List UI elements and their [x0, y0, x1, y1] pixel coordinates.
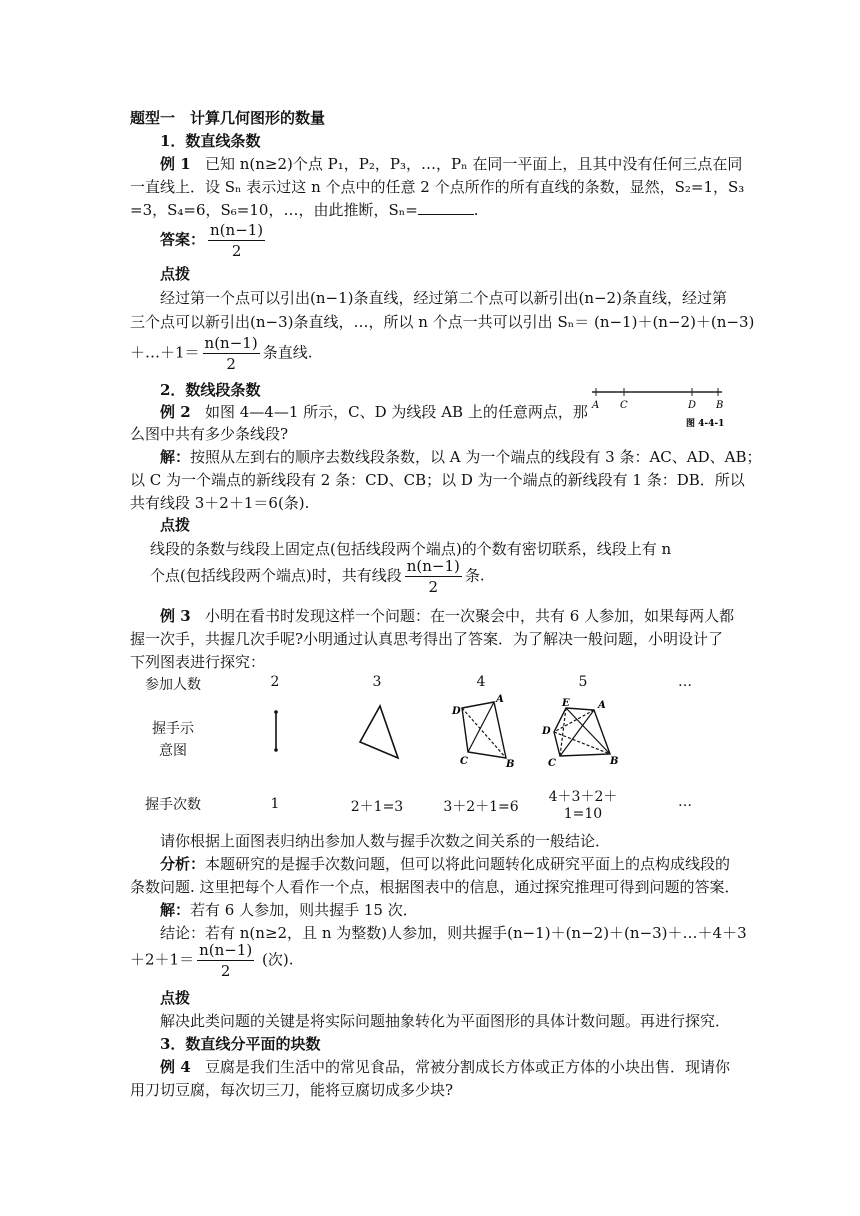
example-3-text-2: 握一次手，共握几次手呢?小明通过认真思考得出了答案．为了解决一般问题，小明设计了 — [130, 630, 724, 648]
example-2-label: 例 2 — [160, 403, 191, 421]
example-3-label: 例 3 — [160, 607, 191, 625]
solution-2-text-1: 按照从左到右的顺序去数线段条数，以 A 为一个端点的线段有 3 条：AC、AD、AB； — [190, 448, 762, 466]
heading-segments: 2．数线段条数 — [160, 381, 261, 399]
tip-1-text-3: ＋…＋1＝ — [130, 343, 200, 362]
tip-2-line-2 — [150, 556, 750, 597]
example-3-text-1: 小明在看书时发现这样一个问题：在一次聚会中，共有 6 人参加，如果每两人都 — [204, 607, 735, 625]
fraction-numerator: n(n−1) — [406, 557, 460, 575]
example-4-label: 例 4 — [160, 1058, 191, 1076]
section-title: 题型一 计算几何图形的数量 — [130, 109, 326, 127]
people-5: 5 — [578, 674, 588, 690]
conclusion-text-1: 结论：若有 n(n≥2，且 n 为整数)人参加，则共握手(n−1)＋(n−2)＋(n−3)＋…＋4＋3 — [160, 924, 747, 942]
tip-2-text-1: 线段的条数与线段上固定点(包括线段两个端点)的个数有密切联系，线段上有 n — [150, 540, 672, 558]
example-3-question: 请你根据上面图表归纳出参加人数与握手次数之间关系的一般结论． — [160, 832, 611, 850]
label-a: A — [496, 694, 504, 705]
fraction-numerator: n(n−1) — [210, 221, 264, 239]
example-2-text-1: 如图 4—4—1 所示，C、D 为线段 AB 上的任意两点，那 — [204, 403, 588, 421]
analysis-label: 分析： — [160, 855, 206, 873]
figure-caption: 图 4-4-1 — [686, 419, 725, 429]
vertex — [274, 710, 278, 714]
conclusion-line-2 — [130, 940, 730, 981]
solution-2-line-1 — [160, 446, 760, 468]
example-2-text-2: 么图中共有多少条线段? — [130, 425, 289, 443]
label-b: B — [610, 756, 619, 767]
example-1-text-2: 一直线上．设 Sₙ 表示过这 n 个点中的任意 2 个点所作的所有直线的条数，显然，S₂=1，S₃ — [130, 178, 745, 196]
answer-line — [160, 220, 760, 261]
fraction-numerator: n(n−1) — [204, 334, 258, 352]
tip-label: 点拨 — [160, 265, 191, 283]
count-5-line-2: 1=10 — [563, 806, 603, 822]
solution-3-text: 若有 6 人参加，则共握手 15 次． — [190, 901, 418, 919]
pentagon — [554, 708, 610, 756]
count-5-line-1: 4＋3＋2＋ — [548, 789, 618, 805]
fraction-numerator: n(n−1) — [199, 941, 253, 959]
row-label-people: 参加人数 — [145, 677, 201, 693]
handshake-diagram-4 — [450, 692, 520, 772]
solution-2-text-2: 以 C 为一个端点的新线段有 2 条：CD、CB；以 D 为一个端点的新线段有 1 条：DB．所以 — [130, 471, 745, 489]
conclusion-text-2: ＋2＋1＝ — [130, 950, 195, 969]
analysis-text-2: 条数问题. 这里把每个人看作一个点，根据图表中的信息，通过探究推理可得到问题的答案． — [130, 878, 740, 896]
row-label-diagram-1: 握手示 — [152, 721, 194, 737]
tip-1-fraction — [203, 333, 260, 374]
people-more: … — [678, 674, 692, 690]
point-label-c: C — [620, 400, 628, 411]
example-1-label: 例 1 — [160, 155, 191, 173]
people-3: 3 — [372, 674, 382, 690]
solution-3-line — [160, 899, 760, 921]
handshake-diagram-3 — [352, 700, 412, 766]
point-label-d: D — [688, 400, 697, 411]
example-4-line-1 — [160, 1056, 760, 1078]
label-b: B — [506, 759, 515, 770]
vertex — [274, 748, 278, 752]
tip-1-line-3 — [130, 333, 730, 374]
segment-figure — [586, 384, 736, 430]
count-4: 3＋2＋1=6 — [443, 799, 519, 815]
count-2: 1 — [270, 796, 280, 812]
row-label-diagram-2: 意图 — [159, 743, 187, 759]
label-d: D — [452, 706, 461, 717]
analysis-line-1 — [160, 853, 760, 875]
label-a: A — [598, 700, 606, 711]
count-more: … — [678, 794, 692, 810]
example-2-line-1 — [160, 401, 588, 423]
people-4: 4 — [476, 674, 486, 690]
example-4-text-2: 用刀切豆腐，每次切三刀，能将豆腐切成多少块? — [130, 1081, 454, 1099]
fraction-denominator: 2 — [428, 578, 439, 596]
example-3-line-1 — [160, 605, 760, 627]
diagonal — [566, 708, 610, 754]
handshake-diagram-2 — [266, 706, 286, 756]
solution-label: 解： — [160, 901, 191, 919]
heading-plane-regions: 3．数直线分平面的块数 — [160, 1035, 321, 1053]
tip-2-label: 点拨 — [160, 516, 191, 534]
count-3: 2＋1=3 — [350, 799, 404, 815]
row-label-count: 握手次数 — [145, 797, 201, 813]
diagonal — [560, 710, 594, 756]
fraction-denominator: 2 — [226, 355, 236, 373]
tip-1-text-1: 经过第一个点可以引出(n−1)条直线，经过第二个点可以新引出(n−2)条直线，经过第 — [160, 289, 727, 307]
heading-lines: 1．数直线条数 — [160, 132, 261, 150]
answer-label: 答案： — [160, 230, 206, 249]
solution-2-text-3: 共有线段 3＋2＋1＝6(条). — [130, 494, 310, 512]
handshake-diagram-5 — [540, 694, 624, 772]
example-1-text-3: =3，S₄=6，S₆=10，…，由此推断，Sₙ= — [130, 201, 418, 219]
label-e: E — [562, 698, 570, 709]
tip-2-text-2: 个点(包括线段两个端点)时，共有线段 — [150, 566, 402, 585]
period: . — [473, 201, 479, 219]
triangle — [360, 706, 398, 758]
example-1-line-3 — [130, 199, 730, 221]
conclusion-text-3: (次). — [262, 950, 294, 969]
solution-label: 解： — [160, 448, 191, 466]
label-c: C — [548, 758, 556, 769]
tip-3-label: 点拨 — [160, 989, 191, 1007]
tip-2-text-3: 条. — [464, 566, 485, 585]
tip-1-text-4: 条直线. — [262, 343, 313, 362]
example-4-text-1: 豆腐是我们生活中的常见食品，常被分割成长方体或正方体的小块出售．现请你 — [204, 1058, 730, 1076]
diagonal-ac — [468, 702, 494, 752]
fraction-denominator: 2 — [231, 242, 242, 260]
tip-1-text-2: 三个点可以新引出(n−3)条直线，…，所以 n 个点一共可以引出 Sₙ＝ (n−1)＋(n−2)＋(n−3) — [130, 313, 755, 331]
analysis-text-1: 本题研究的是握手次数问题，但可以将此问题转化成研究平面上的点构成线段的 — [205, 855, 731, 873]
answer-blank — [418, 200, 474, 215]
tip-2-fraction — [405, 556, 462, 597]
example-1-text-1: 已知 n(n≥2)个点 P₁，P₂，P₃，…，Pₙ 在同一平面上，且其中没有任何三点在同 — [204, 155, 743, 173]
fraction-denominator: 2 — [220, 962, 231, 980]
example-1-line-1 — [160, 153, 760, 175]
answer-fraction — [208, 220, 265, 261]
conclusion-fraction — [197, 940, 254, 981]
label-c: C — [460, 756, 468, 767]
point-label-b: B — [716, 400, 724, 411]
people-2: 2 — [270, 674, 280, 690]
point-label-a: A — [592, 400, 600, 411]
tip-3-text: 解决此类问题的关键是将实际问题抽象转化为平面图形的具体计数问题。再进行探究． — [160, 1012, 731, 1030]
example-3-text-3: 下列图表进行探究： — [130, 653, 266, 671]
label-d: D — [542, 726, 551, 737]
